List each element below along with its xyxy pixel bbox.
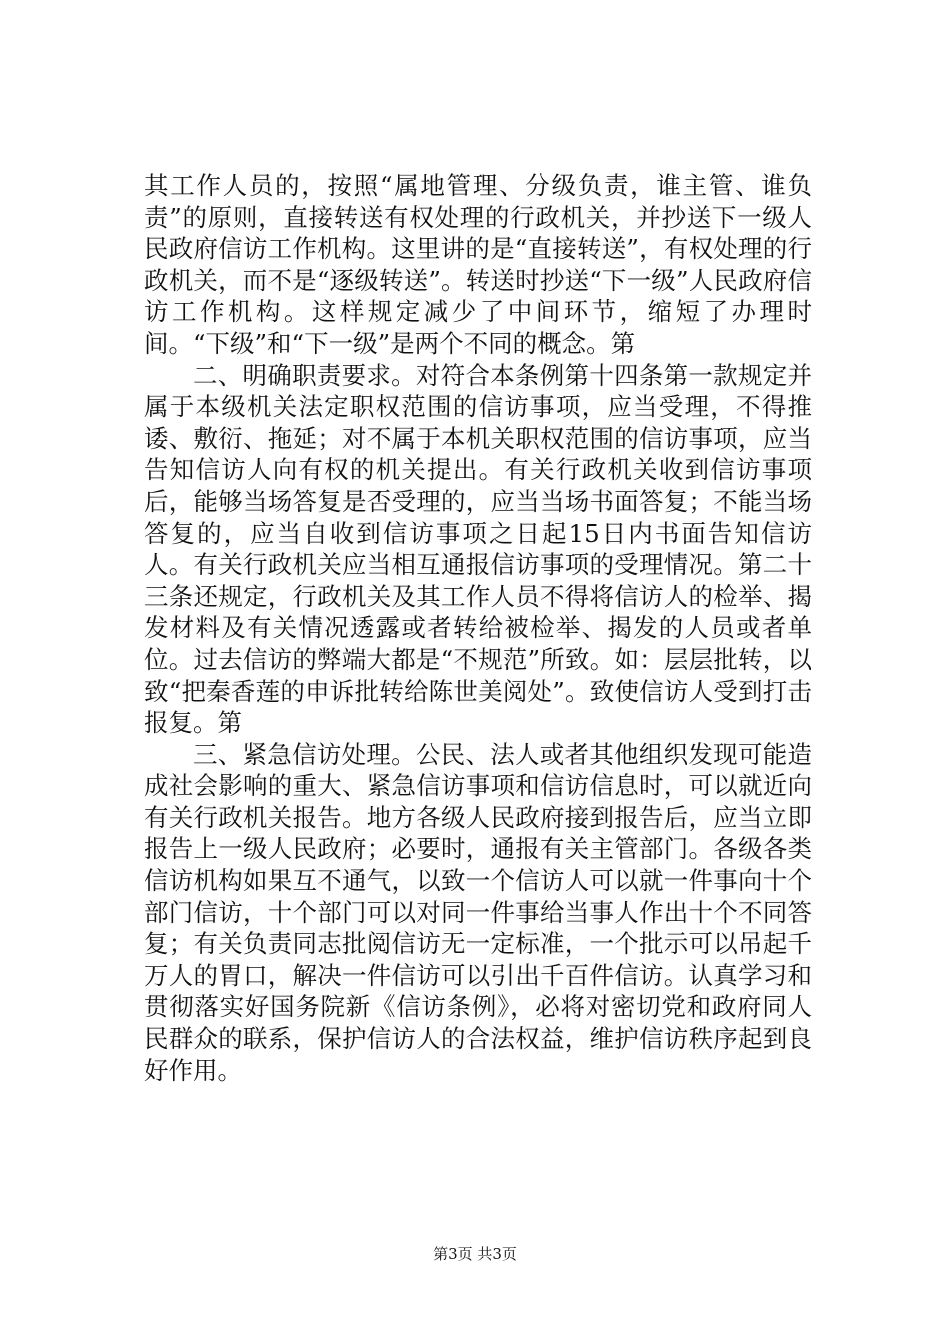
paragraph-section-two: 二、明确职责要求。对符合本条例第十四条第一款规定并属于本级机关法定职权范围的信访事项，应当受理，不得推诿、敷衍、拖延；对不属于本机关职权范围的信访事项，应当告知信访人向有权的机关提出。有关行政机关收到信访事项后，能够当场答复是否受理的，应当当场书面答复；不能当场答复的，应当自收到信访事项之日起15日内书面告知信访人。有关行政机关应当相互通报信访事项的受理情况。第二十三条还规定，行政机关及其工作人员不得将信访人的检举、揭发材料及有关情况透露或者转给被检举、揭发的人员或者单位。过去信访的弊端大都是“不规范”所致。如：层层批转，以致“把秦香莲的申诉批转给陈世美阅处”。致使信访人受到打击报复。第: [144, 360, 812, 738]
paragraph-section-three: 三、紧急信访处理。公民、法人或者其他组织发现可能造成社会影响的重大、紧急信访事项和信访信息时，可以就近向有关行政机关报告。地方各级人民政府接到报告后，应当立即报告上一级人民政府；必要时，通报有关主管部门。各级各类信访机构如果互不通气，以致一个信访人可以就一件事向十个部门信访，十个部门可以对同一件事给当事人作出十个不同答复；有关负责同志批阅信访无一定标准，一个批示可以吊起千万人的胃口，解决一件信访可以引出千百件信访。认真学习和贯彻落实好国务院新《信访条例》，必将对密切党和政府同人民群众的联系，保护信访人的合法权益，维护信访秩序起到良好作用。: [144, 739, 812, 1085]
document-body: [144, 170, 812, 1086]
page-number-footer: 第3页 共3页: [433, 1245, 517, 1263]
paragraph-continued: 其工作人员的，按照“属地管理、分级负责，谁主管、谁负责”的原则，直接转送有权处理的行政机关，并抄送下一级人民政府信访工作机构。这里讲的是“直接转送”，有权处理的行政机关，而不是“逐级转送”。转送时抄送“下一级”人民政府信访工作机构。这样规定减少了中间环节，缩短了办理时间。“下级”和“下一级”是两个不同的概念。第: [144, 171, 812, 358]
